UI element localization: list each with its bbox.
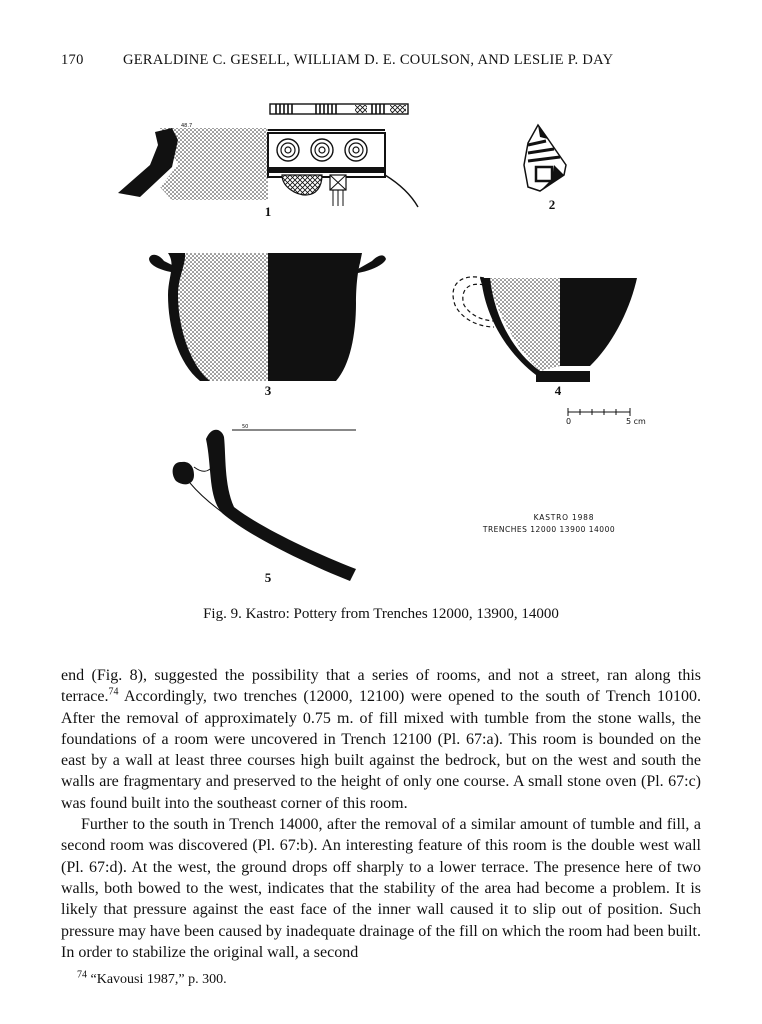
paragraph-1 (61, 665, 701, 814)
figure-label-1: 1 (264, 204, 272, 219)
vessel-1-dimension: 48.7 (181, 123, 193, 129)
footnote-text: “Kavousi 1987,” p. 300. (87, 972, 227, 987)
author-line: GERALDINE C. GESELL, WILLIAM D. E. COULSON, AND LESLIE P. DAY (123, 52, 614, 68)
footnote-ref-74[interactable]: 74 (108, 686, 119, 698)
pottery-figure (0, 95, 762, 605)
running-header (61, 52, 701, 74)
paragraph-1-part-b: Accordingly, two trenches (12000, 12100) were opened to the south of Trench 10100. After the removal of approximately 0.75 m. of fill mixed with tumble from the stone walls, the foundations of a room were uncovered in Trench 12100 (Pl. 67:a). This room is bounded on the east by a wall at least three courses high built against the bedrock, but on the west and south the walls are fragmentary and preserved to the height of only one course. A small stone oven (Pl. 67:c) was found built into the southeast corner of this room. (61, 688, 701, 812)
figure-label-2: 2 (548, 197, 556, 212)
figure-label-4: 4 (554, 383, 562, 398)
vessel-3-drawing (149, 253, 386, 381)
scale-zero: 0 (566, 417, 572, 426)
caption-prefix: Fig. 9. (203, 606, 242, 622)
body-text (61, 665, 701, 963)
trench-label: TRENCHES 12000 13900 14000 (482, 525, 616, 534)
footnote-74 (77, 969, 697, 988)
site-label: KASTRO 1988 (533, 513, 595, 522)
scale-five-cm: 5 cm (626, 417, 646, 426)
page-number: 170 (61, 52, 84, 68)
sherd-2-drawing (524, 125, 566, 191)
paragraph-2: Further to the south in Trench 14000, after the removal of a similar amount of tumble and fill, a second room was discovered (Pl. 67:b). An interesting feature of this room is the double west wall (Pl. 67:d). At the west, the ground drops off sharply to a lower terrace. The presence here of two walls, both bowed to the west, indicates that the stability of the area had become a problem. It is likely that pressure against the east face of the inner wall caused it to slip out of position. Such pressure may have been caused by inadequate drainage of the fill on which the room had been built. In order to stabilize the original wall, a second (61, 816, 701, 961)
figure-label-5: 5 (264, 570, 272, 585)
figure-label-3: 3 (264, 383, 272, 398)
scale-bar (566, 408, 646, 426)
vessel-5-dimension: 50 (242, 424, 249, 430)
vessel-5-drawing (173, 424, 356, 581)
cup-4-drawing (453, 277, 637, 382)
footnote-number: 74 (77, 969, 87, 981)
figure-caption (0, 606, 762, 623)
vessel-1-drawing (118, 104, 418, 207)
caption-text: Kastro: Pottery from Trenches 12000, 13900, 14000 (241, 606, 559, 622)
paragraph-1-part-a: end (Fig. 8), suggested the possibility that a series of rooms, and not a street, ran along this terrace. (61, 667, 701, 706)
